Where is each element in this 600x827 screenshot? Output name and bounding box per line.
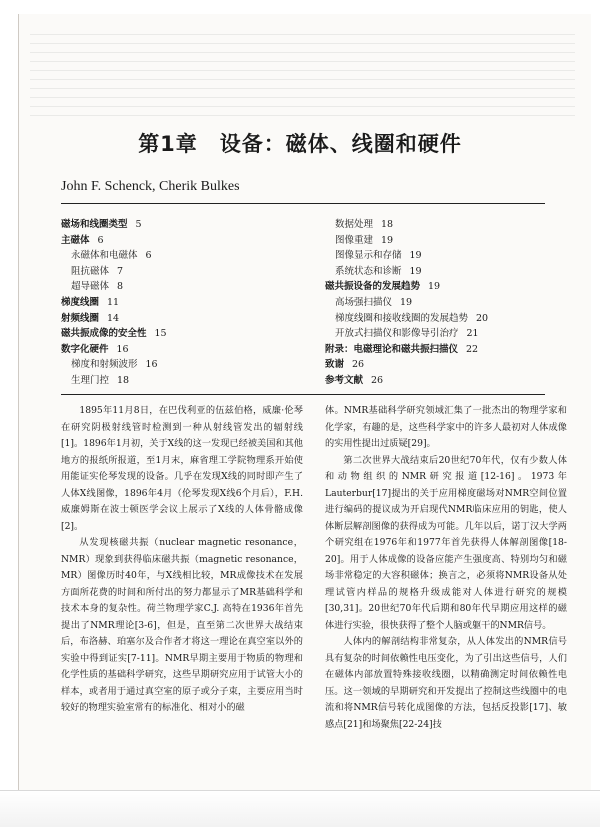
bleed-through-text — [30, 34, 575, 118]
toc-entry — [61, 264, 167, 280]
toc-entry — [325, 342, 488, 358]
toc-entry-page: 11 — [107, 296, 120, 308]
toc-entry-label: 磁场和线圈类型 — [61, 219, 128, 230]
toc-entry-label: 永磁体和电磁体 — [71, 250, 138, 262]
body-left-column — [61, 403, 303, 717]
toc-entry — [61, 311, 167, 327]
toc-entry-page: 8 — [117, 281, 124, 293]
toc-entry-page: 6 — [97, 234, 104, 246]
toc-entry-label: 致谢 — [325, 359, 345, 371]
toc-entry — [61, 342, 167, 358]
toc-entry-page: 6 — [145, 250, 152, 262]
toc-entry-page: 26 — [352, 359, 365, 371]
toc-entry-page: 26 — [371, 374, 384, 386]
toc-entry — [325, 264, 488, 280]
toc-right-column — [325, 217, 488, 389]
body-paragraph: 1895年11月8日，在巴伐利亚的伍兹伯格，威廉·伦琴在研究阴极射线管时检测到一种从射线管发出的辐射线[1]。1896年1月初，关于X线的这一发现已经被美国和其他地方的报纸所报道，至1月末，麻省理工学院物理系开始使用能证实伦琴发现的设备。几乎在发现X线的同时即产生了人体X线图像，1896年4月（伦琴发现X线6个月后），F.H. 威廉姆斯在波士顿医学会议上展示了X线的人体骨骼成像[2]。 — [61, 405, 303, 532]
toc-bottom-rule — [61, 394, 545, 395]
toc-entry-page: 21 — [466, 328, 479, 340]
toc-entry-label: 梯度和射频波形 — [71, 359, 138, 371]
toc-entry-label: 参考文献 — [325, 374, 364, 386]
toc-entry-label: 数据处理 — [335, 219, 374, 230]
toc-entry — [325, 233, 488, 249]
body-paragraph: 体。NMR基础科学研究领域汇集了一批杰出的物理学家和化学家，有趣的是，这些科学家中的许多人最初对人体成像的实用性提出过质疑[29]。 — [325, 405, 567, 449]
toc-entry — [61, 373, 167, 389]
body-right-column — [325, 403, 567, 733]
toc-entry — [61, 233, 167, 249]
toc-entry-label: 超导磁体 — [71, 281, 110, 293]
toc-entry-page: 19 — [381, 234, 394, 246]
toc-entry-label: 数字化硬件 — [61, 343, 109, 355]
toc-entry — [61, 357, 167, 373]
toc-entry — [61, 217, 167, 233]
toc-entry-page: 16 — [145, 359, 158, 371]
toc-entry-page: 5 — [135, 219, 142, 230]
toc-entry-label: 梯度线圈和接收线圈的发展趋势 — [335, 312, 469, 324]
toc-entry-label: 附录：电磁理论和磁共振扫描仪 — [325, 343, 459, 355]
toc-entry-label: 磁共振设备的发展趋势 — [325, 281, 421, 293]
toc-entry-label: 梯度线圈 — [61, 296, 100, 308]
toc-entry — [325, 326, 488, 342]
toc-entry-page: 19 — [409, 250, 422, 262]
toc-entry-label: 图像显示和存储 — [335, 250, 402, 262]
toc-entry-page: 19 — [400, 296, 413, 308]
toc-entry — [325, 357, 488, 373]
toc-entry — [325, 311, 488, 327]
chapter-title: 第1章 设备：磁体、线圈和硬件 — [138, 132, 462, 156]
toc-entry-page: 7 — [117, 265, 124, 277]
toc-entry — [61, 295, 167, 311]
toc-entry-page: 16 — [116, 343, 129, 355]
toc-entry-label: 图像重建 — [335, 234, 374, 246]
toc-entry — [325, 373, 488, 389]
toc-entry-label: 射频线圈 — [61, 312, 100, 324]
toc-entry-page: 19 — [409, 265, 422, 277]
body-paragraph: 从发现核磁共振（nuclear magnetic resonance，NMR）现象到获得临床磁共振（magnetic resonance，MR）图像历时40年，与X线相比较，MR成像技术在发展方面所花费的时间和所付出的努力都显示了MR基础科学和技术本身的复杂性。荷兰物理学家C.J. 高特在1936年首先提出了NMR理论[3-6]，但是，直至第二次世界大战结束后，布洛赫、珀塞尔及合作者才将这一理论在真空室以外的实验中得到证实[7-11]。NMR早期主要用于物质的物理和化学性质的基础科学研究，这些早期研究应用于试管大小的样本，或者用于通过真空室的原子或分子束，主要应用当时较好的物理实验室常有的标准化、相对小的磁 — [61, 537, 303, 713]
chapter-authors: John F. Schenck, Cherik Bulkes — [61, 179, 240, 194]
toc-entry-label: 高场强扫描仪 — [335, 296, 393, 308]
toc-entry-page: 15 — [154, 328, 167, 340]
toc-entry-label: 磁共振成像的安全性 — [61, 328, 147, 340]
toc-entry-page: 18 — [381, 219, 394, 230]
body-paragraph: 第二次世界大战结束后20世纪70年代，仅有少数人体和动物组织的NMR研究报道[12-16]。1973年Lauterbur[17]提出的关于应用梯度磁场对NMR空间位置进行编码的提议成为开启现代NMR临床应用的钥匙，使人体断层解剖图像的获得成为可能。几年以后，诺丁汉大学两个研究组在1976年和1977年首先获得人体解剖图像[18-20]。用于人体成像的设备应能产生强度高、特别均匀和磁场非常稳定的大容积磁体；换言之，必须将NMR设备从处理试管内样品的规格升级成能对人体进行研究的规模[30,31]。20世纪70年代后期和80年代早期应用这样的磁体进行实验，很快获得了整个人脑或躯干的NMR信号。 — [325, 454, 567, 631]
toc-entry — [325, 217, 488, 233]
toc-entry-page: 19 — [428, 281, 441, 293]
toc-entry-page: 18 — [117, 374, 130, 386]
toc-entry — [325, 279, 488, 295]
scan-bottom-edge — [0, 790, 600, 827]
toc-entry — [61, 248, 167, 264]
toc-entry-page: 22 — [466, 343, 479, 355]
toc-entry-page: 20 — [476, 312, 489, 324]
body-paragraph: 人体内的解剖结构非常复杂，从人体发出的NMR信号具有复杂的时间依赖性电压变化，为了引出这些信号，人们在磁体内部放置特殊接收线圈，以精确测定时间依赖性电压。这一领域的早期研究和开发提出了控制这些线圈中的电流和将NMR信号转化成图像的方法，包括反投影[17]、敏感点[21]和场聚焦[22-24]技 — [325, 636, 567, 730]
toc-entry-label: 开放式扫描仪和影像导引治疗 — [335, 328, 459, 340]
toc-top-rule — [61, 203, 545, 204]
toc-entry — [61, 326, 167, 342]
toc-entry-label: 生理门控 — [71, 374, 110, 386]
toc-entry — [325, 295, 488, 311]
toc-entry — [325, 248, 488, 264]
toc-entry-label: 系统状态和诊断 — [335, 265, 402, 277]
toc-left-column — [61, 217, 167, 389]
toc-entry — [61, 279, 167, 295]
toc-entry-page: 14 — [107, 312, 120, 324]
toc-entry-label: 阻抗磁体 — [71, 265, 110, 277]
toc-entry-label: 主磁体 — [61, 234, 90, 246]
